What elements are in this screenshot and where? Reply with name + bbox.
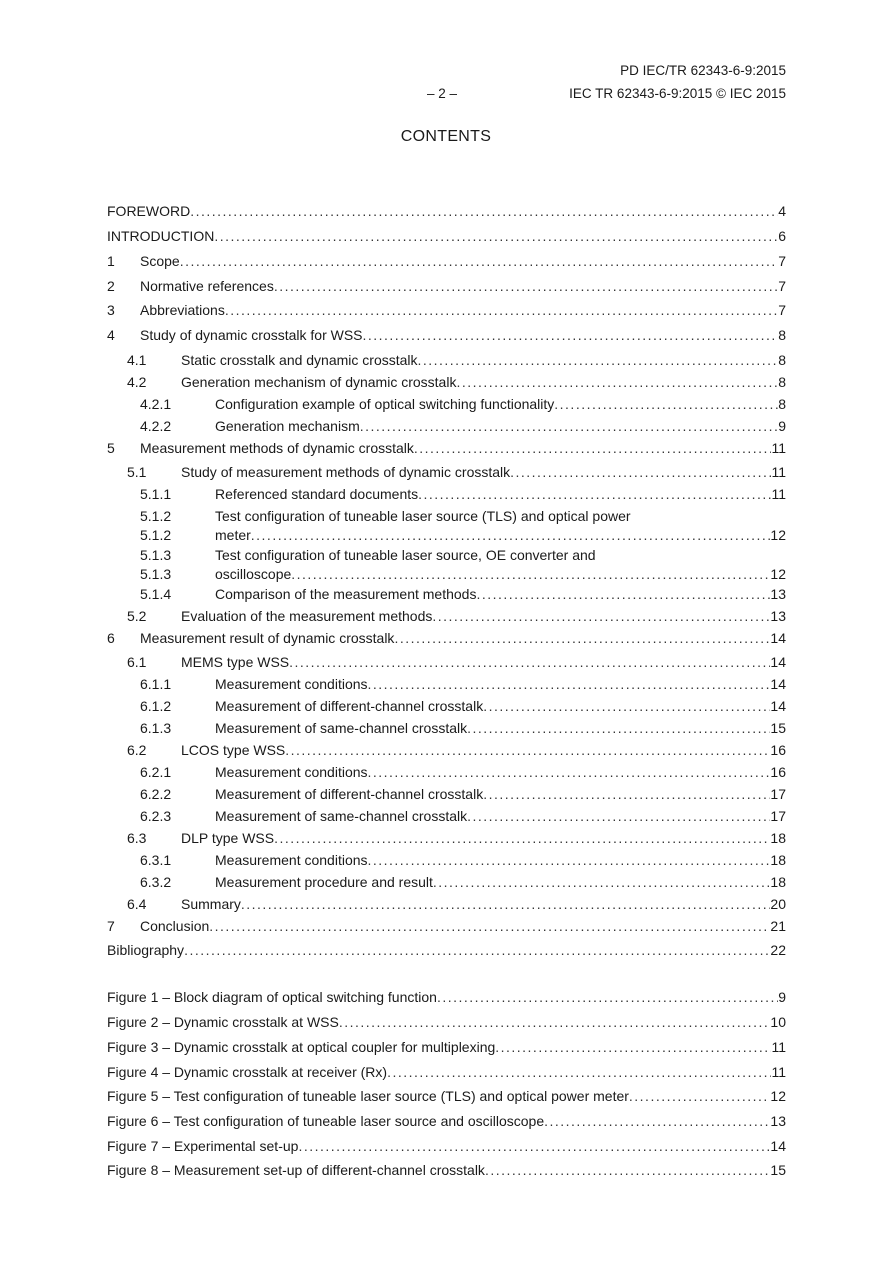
toc-entry	[107, 278, 786, 294]
toc-entry-page: 11	[771, 486, 786, 502]
dot-leader	[387, 1064, 771, 1080]
toc-entry	[107, 302, 786, 318]
figure-entry	[107, 1039, 786, 1055]
toc-entry-title: Measurement conditions	[215, 676, 368, 692]
dot-leader	[214, 228, 778, 244]
toc-entry-title: DLP type WSS	[181, 830, 275, 846]
toc-entry-number: 6.3	[127, 830, 147, 846]
toc-entry-title: Measurement conditions	[215, 852, 368, 868]
toc-entry-title-line1: Test configuration of tuneable laser source (TLS) and optical power	[215, 508, 631, 524]
toc-entry-number: 7	[107, 918, 115, 934]
copyright-line: IEC TR 62343-6-9:2015 © IEC 2015	[569, 86, 786, 101]
toc-entry	[107, 942, 786, 958]
dot-leader	[483, 698, 770, 714]
figure-entry-page: 14	[770, 1138, 786, 1154]
toc-entry	[140, 527, 786, 543]
dot-leader	[184, 942, 770, 958]
toc-entry-title: Configuration example of optical switching functionality	[215, 396, 555, 412]
toc-entry-title: Measurement result of dynamic crosstalk	[140, 630, 395, 646]
toc-entry-page: 18	[770, 830, 786, 846]
dot-leader	[368, 676, 771, 692]
toc-entry-title: Measurement conditions	[215, 764, 368, 780]
dot-leader	[483, 786, 770, 802]
toc-entry-page: 8	[778, 327, 786, 343]
toc-entry-page: 7	[778, 302, 786, 318]
figure-entry-page: 10	[770, 1014, 786, 1030]
toc-entry	[140, 874, 786, 890]
figure-entry-title: Figure 2 – Dynamic crosstalk at WSS	[107, 1014, 339, 1030]
toc-entry-title: MEMS type WSS	[181, 654, 290, 670]
toc-entry-title: LCOS type WSS	[181, 742, 286, 758]
dot-leader	[291, 566, 770, 582]
toc-entry-number: 5.1.3	[140, 547, 172, 563]
dot-leader	[180, 253, 779, 269]
dot-leader	[418, 352, 779, 368]
dot-leader	[285, 742, 770, 758]
toc-entry-number: 4	[107, 327, 115, 343]
table-of-contents	[107, 203, 786, 1183]
toc-entry-title: Measurement procedure and result	[215, 874, 433, 890]
figure-entry-title: Figure 1 – Block diagram of optical switching function	[107, 989, 437, 1005]
toc-entry-page: 6	[778, 228, 786, 244]
toc-entry-page: 14	[770, 654, 786, 670]
dot-leader	[414, 440, 772, 456]
dot-leader	[544, 1113, 770, 1129]
toc-entry-page: 18	[770, 852, 786, 868]
toc-entry-page: 11	[771, 464, 786, 480]
dot-leader	[360, 418, 778, 434]
toc-entry-title: Bibliography	[107, 942, 185, 958]
toc-entry-number: 6.1.3	[140, 720, 172, 736]
toc-entry-number: 4.2.2	[140, 418, 172, 434]
toc-entry-number: 5.1.2	[140, 508, 172, 524]
toc-entry	[140, 808, 786, 824]
toc-entry-title: Evaluation of the measurement methods	[181, 608, 433, 624]
toc-entry-number: 5.2	[127, 608, 147, 624]
toc-entry-title: Summary	[181, 896, 241, 912]
dot-leader	[476, 586, 770, 602]
dot-leader	[363, 327, 779, 343]
figure-entry-title: Figure 8 – Measurement set-up of different-channel crosstalk	[107, 1162, 485, 1178]
figure-entry-title: Figure 5 – Test configuration of tuneable laser source (TLS) and optical power meter	[107, 1088, 629, 1104]
dot-leader	[241, 896, 771, 912]
toc-entry-page: 17	[770, 808, 786, 824]
dot-leader	[190, 203, 778, 219]
dot-leader	[274, 278, 778, 294]
dot-leader	[368, 852, 771, 868]
toc-entry-number: 5.1.4	[140, 586, 172, 602]
toc-entry	[127, 654, 786, 670]
toc-entry-page: 17	[770, 786, 786, 802]
toc-entry	[107, 228, 786, 244]
toc-entry-page: 14	[770, 630, 786, 646]
toc-entry-number: 6.4	[127, 896, 147, 912]
figure-entry-title: Figure 6 – Test configuration of tuneable laser source and oscilloscope	[107, 1113, 545, 1129]
figure-entry	[107, 1113, 786, 1129]
toc-entry-number: 6.2	[127, 742, 147, 758]
toc-entry-title: Referenced standard documents	[215, 486, 419, 502]
toc-entry	[140, 786, 786, 802]
figure-entry-page: 11	[771, 1039, 786, 1055]
figure-entry	[107, 1064, 786, 1080]
toc-entry-number: 5.1	[127, 464, 147, 480]
toc-entry-title: Measurement of different-channel crosstalk	[215, 698, 484, 714]
figure-entry	[107, 1138, 786, 1154]
dot-leader	[289, 654, 770, 670]
dot-leader	[495, 1039, 771, 1055]
dot-leader	[467, 720, 770, 736]
toc-entry-title: FOREWORD	[107, 203, 191, 219]
toc-entry-page: 4	[778, 203, 786, 219]
figure-entry-page: 9	[778, 989, 786, 1005]
dot-leader	[432, 608, 770, 624]
toc-entry-page: 13	[770, 608, 786, 624]
toc-entry-number: 6.1	[127, 654, 147, 670]
toc-entry-page: 22	[770, 942, 786, 958]
toc-entry-page: 9	[778, 418, 786, 434]
toc-entry	[140, 720, 786, 736]
toc-entry	[107, 253, 786, 269]
toc-entry-page: 14	[770, 698, 786, 714]
figure-entry	[107, 1014, 786, 1030]
toc-entry-title: oscilloscope	[215, 566, 292, 582]
toc-entry-number: 6.3.2	[140, 874, 172, 890]
toc-entry-number: 4.2	[127, 374, 147, 390]
toc-entry-title-line1: Test configuration of tuneable laser source, OE converter and	[215, 547, 596, 563]
toc-entry-page: 11	[771, 440, 786, 456]
toc-entry-number: 6.2.2	[140, 786, 172, 802]
toc-entry	[140, 418, 786, 434]
toc-entry-page: 18	[770, 874, 786, 890]
toc-entry	[127, 830, 786, 846]
toc-entry-page: 13	[770, 586, 786, 602]
toc-entry	[140, 676, 786, 692]
toc-entry-page: 12	[770, 527, 786, 543]
toc-entry	[127, 374, 786, 390]
figure-entry-page: 13	[770, 1113, 786, 1129]
toc-entry-title: Measurement of same-channel crosstalk	[215, 808, 468, 824]
toc-entry-number: 5.1.3	[140, 566, 172, 582]
dot-leader	[298, 1138, 770, 1154]
toc-entry	[140, 698, 786, 714]
toc-entry-page: 16	[770, 742, 786, 758]
toc-entry	[127, 608, 786, 624]
toc-entry	[107, 918, 786, 934]
toc-entry-title: Scope	[140, 253, 180, 269]
dot-leader	[437, 989, 778, 1005]
dot-leader	[368, 764, 771, 780]
toc-entry-page: 7	[778, 278, 786, 294]
dot-leader	[209, 918, 770, 934]
toc-entry	[140, 566, 786, 582]
dot-leader	[394, 630, 770, 646]
toc-entry-title: meter	[215, 527, 251, 543]
dot-leader	[629, 1088, 771, 1104]
toc-entry-number: 5.1.1	[140, 486, 172, 502]
toc-entry	[127, 352, 786, 368]
dot-leader	[274, 830, 770, 846]
dot-leader	[510, 464, 771, 480]
toc-entry	[140, 486, 786, 502]
toc-entry-title: Conclusion	[140, 918, 210, 934]
toc-entry	[107, 203, 786, 219]
toc-entry	[140, 852, 786, 868]
figure-entry	[107, 1088, 786, 1104]
toc-entry-title: Study of dynamic crosstalk for WSS	[140, 327, 363, 343]
figure-entry-title: Figure 4 – Dynamic crosstalk at receiver (Rx)	[107, 1064, 388, 1080]
toc-entry-number: 2	[107, 278, 115, 294]
toc-entry-page: 14	[770, 676, 786, 692]
figure-entry-page: 15	[770, 1162, 786, 1178]
toc-entry-title: Measurement of different-channel crosstalk	[215, 786, 484, 802]
toc-entry-number: 6.1.2	[140, 698, 172, 714]
toc-entry-title: Static crosstalk and dynamic crosstalk	[181, 352, 418, 368]
dot-leader	[225, 302, 778, 318]
toc-entry-number: 6	[107, 630, 115, 646]
toc-entry-title: Study of measurement methods of dynamic crosstalk	[181, 464, 511, 480]
toc-entry-number: 1	[107, 253, 115, 269]
toc-entry-number: 4.1	[127, 352, 147, 368]
toc-entry	[107, 630, 786, 646]
toc-entry-title: Comparison of the measurement methods	[215, 586, 477, 602]
toc-entry-number: 5	[107, 440, 115, 456]
toc-entry-title: Generation mechanism of dynamic crosstalk	[181, 374, 457, 390]
toc-entry-title: Measurement methods of dynamic crosstalk	[140, 440, 414, 456]
figure-entry	[107, 1162, 786, 1178]
figure-entry-title: Figure 3 – Dynamic crosstalk at optical coupler for multiplexing	[107, 1039, 496, 1055]
dot-leader	[251, 527, 771, 543]
toc-entry-page: 21	[770, 918, 786, 934]
toc-entry-page: 12	[770, 566, 786, 582]
toc-entry-title: Normative references	[140, 278, 274, 294]
dot-leader	[467, 808, 770, 824]
toc-entry	[127, 742, 786, 758]
dot-leader	[339, 1014, 771, 1030]
toc-entry-title: INTRODUCTION	[107, 228, 215, 244]
dot-leader	[433, 874, 771, 890]
toc-entry-title: Abbreviations	[140, 302, 225, 318]
toc-entry-title: Measurement of same-channel crosstalk	[215, 720, 468, 736]
toc-entry	[127, 896, 786, 912]
toc-entry-page: 7	[778, 253, 786, 269]
dot-leader	[554, 396, 778, 412]
dot-leader	[418, 486, 771, 502]
toc-entry-number: 5.1.2	[140, 527, 172, 543]
toc-entry-page: 8	[778, 374, 786, 390]
figure-entry	[107, 989, 786, 1005]
toc-entry-number: 6.3.1	[140, 852, 172, 868]
toc-entry	[140, 764, 786, 780]
toc-entry-number: 6.2.1	[140, 764, 172, 780]
toc-entry	[127, 464, 786, 480]
toc-entry	[140, 396, 786, 412]
toc-entry-number: 3	[107, 302, 115, 318]
figure-entry-page: 11	[771, 1064, 786, 1080]
toc-entry-page: 8	[778, 396, 786, 412]
toc-entry-page: 8	[778, 352, 786, 368]
figure-entry-page: 12	[770, 1088, 786, 1104]
toc-entry	[107, 440, 786, 456]
toc-entry-page: 16	[770, 764, 786, 780]
dot-leader	[485, 1162, 770, 1178]
toc-entry-number: 6.2.3	[140, 808, 172, 824]
toc-entry-number: 6.1.1	[140, 676, 172, 692]
figure-entry-title: Figure 7 – Experimental set-up	[107, 1138, 299, 1154]
toc-entry-page: 15	[770, 720, 786, 736]
toc-entry-number: 4.2.1	[140, 396, 172, 412]
document-id: PD IEC/TR 62343-6-9:2015	[620, 63, 786, 78]
toc-entry-page: 20	[770, 896, 786, 912]
page-title: CONTENTS	[400, 128, 492, 145]
dot-leader	[456, 374, 778, 390]
toc-entry-title: Generation mechanism	[215, 418, 360, 434]
toc-entry	[107, 327, 786, 343]
toc-entry	[140, 586, 786, 602]
page-number: – 2 –	[427, 86, 458, 101]
